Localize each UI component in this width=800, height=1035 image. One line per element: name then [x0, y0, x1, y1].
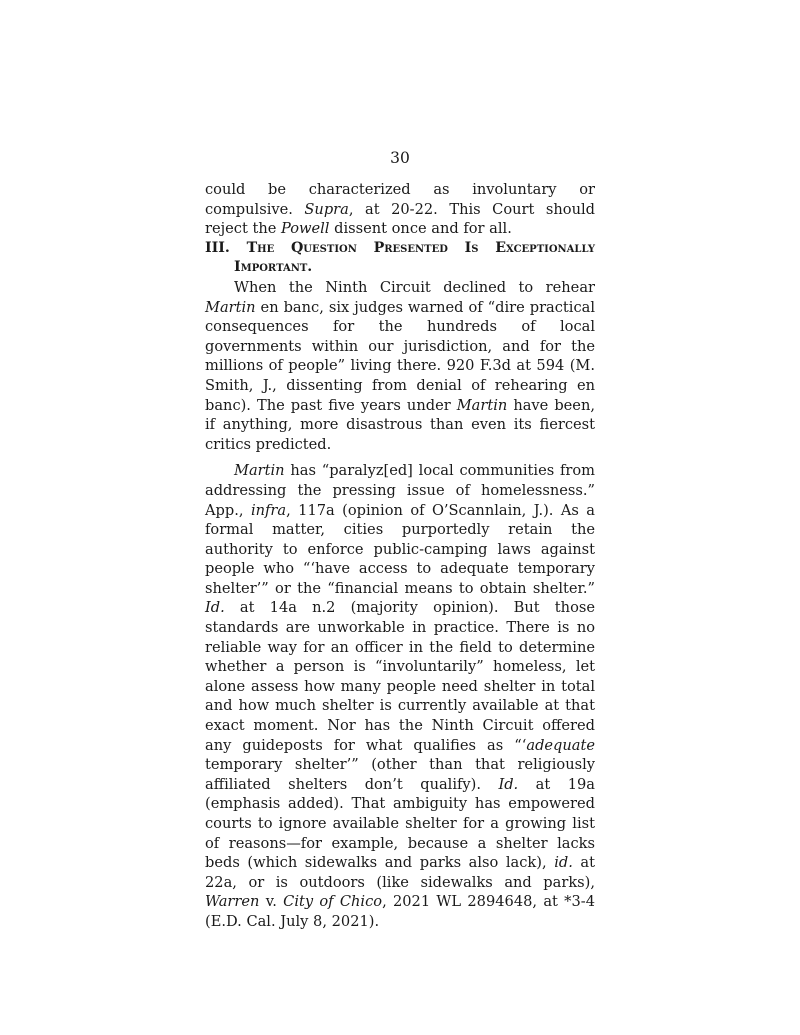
citation-infra: infra	[250, 501, 287, 519]
emphasis-adequate: adequate	[526, 736, 595, 754]
case-name-warren: Warren	[205, 893, 260, 911]
text-run: at 19a (emphasis added). That ambiguity has empowered courts to ignore available shelter for a growing list of reasons—for example, because a shelter lacks beds (which sidewalks and parks also lack),	[205, 775, 595, 872]
case-name-martin: Martin	[456, 396, 508, 414]
citation-supra: Supra	[304, 200, 349, 218]
text-run: dissent once and for all.	[329, 220, 512, 238]
section-heading	[205, 239, 595, 278]
text-run: at 14a n.2 (majority opinion). But those standards are unworkable in practice. There is no reliable way for an officer in the field to determine whether a person is “involuntarily” homeless, let alone assess how many people need shelter in total and how much shelter is currently available at that exact moment. Nor has the Ninth Circuit offered any guideposts for what qualifies as “‘	[205, 599, 595, 754]
text-run: have been, if anything, more disastrous than even its fiercest critics predicted.	[205, 396, 595, 453]
text-run: , 2021 WL 2894648, at *3-4 (E.D. Cal. July 8, 2021).	[205, 893, 595, 930]
page-number: 30	[390, 149, 410, 167]
document-body	[205, 180, 595, 932]
text-run: at 22a, or is outdoors (like sidewalks and parks),	[205, 854, 595, 891]
text-run: , at 20-22. This Court should reject the	[205, 200, 595, 238]
paragraph-powell-dissent	[205, 180, 595, 239]
text-run: temporary shelter’” (other than that religiously affiliated shelters don’t qualify).	[205, 756, 595, 793]
text-run: has “paralyz[ed] local communities from addressing the pressing issue of homelessness.” App.,	[205, 462, 595, 519]
text-run: could be characterized as involuntary or compulsive.	[205, 181, 595, 218]
paragraph-martin-paralyzed	[205, 461, 595, 931]
case-name-powell: Powell	[281, 220, 330, 238]
section-title: The Question Presented Is Exceptionally Important.	[234, 239, 595, 276]
case-name-city-of-chico: City of Chico	[283, 893, 383, 911]
text-run: v.	[259, 893, 284, 911]
text-run: , 117a (opinion of O’Scannlain, J.). As a formal matter, cities purportedly retain the authority to enforce public-camping laws against people who “‘have access to adequate temporary shelter’” or the “financial means to obtain shelter.”	[205, 501, 596, 597]
text-run: en banc, six judges warned of “dire practical consequences for the hundreds of local governments within our jurisdiction, and for the millions of people” living there. 920 F.3d at 594 (M. Smith, J., dissenting from denial of rehearing en banc). The past five years under	[205, 298, 595, 414]
paragraph-ninth-circuit	[205, 278, 595, 454]
section-numeral: III.	[205, 239, 230, 256]
text-run: When the Ninth Circuit declined to rehear	[234, 278, 595, 296]
citation-id: id.	[554, 854, 573, 872]
case-name-martin: Martin	[205, 298, 256, 316]
citation-id: Id.	[498, 775, 519, 793]
case-name-martin: Martin	[234, 462, 285, 480]
citation-id: Id.	[205, 599, 225, 617]
